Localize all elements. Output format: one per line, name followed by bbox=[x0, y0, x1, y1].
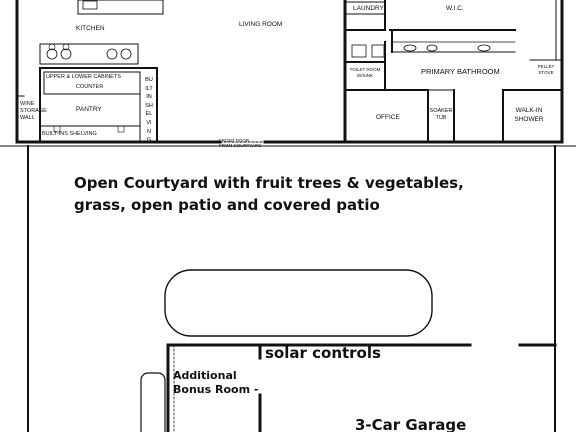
label-pellet-stove: PELLET STOVE bbox=[537, 64, 555, 75]
room-label-pantry: PANTRY bbox=[76, 106, 102, 113]
room-label-laundry: LAUNDRY bbox=[353, 5, 384, 12]
room-label-kitchen: KITCHEN bbox=[76, 25, 105, 32]
bonus-room-tub bbox=[141, 373, 165, 432]
label-built-in-shelving-vertical: BUILT IN SHELVING bbox=[145, 77, 153, 144]
patio-oval bbox=[165, 270, 432, 336]
courtyard-note-line2: grass, open patio and covered patio bbox=[74, 196, 380, 214]
room-label-office: OFFICE bbox=[376, 114, 400, 121]
room-label-primary-bathroom: PRIMARY BATHROOM bbox=[421, 67, 500, 76]
room-label-walk-in-shower: WALK-IN SHOWER bbox=[514, 107, 544, 123]
courtyard-note-line1: Open Courtyard with fruit trees & vegetables, bbox=[74, 174, 464, 192]
label-bonus-room-line1: Additional bbox=[173, 369, 237, 382]
label-bonus-room-line2: Bonus Room - bbox=[173, 383, 259, 396]
burner bbox=[61, 49, 71, 59]
label-wine-storage-wall: WINE STORAGE WALL bbox=[20, 101, 47, 121]
label-garage: 3-Car Garage bbox=[355, 416, 467, 432]
kitchen-island bbox=[78, 0, 163, 14]
kitchen-sink bbox=[83, 1, 97, 9]
label-front-door: FRONT DOOR FROM COURTYARD bbox=[219, 138, 262, 148]
label-built-ins-shelving: BUILT-INS SHELVING bbox=[42, 131, 97, 137]
room-label-toilet-room: TOILET ROOM W/SINK bbox=[349, 67, 381, 78]
room-label-living-room: LIVING ROOM bbox=[239, 21, 283, 28]
label-counter: COUNTER bbox=[76, 84, 104, 90]
label-solar-controls: solar controls bbox=[265, 344, 381, 362]
room-label-wic: W.I.C. bbox=[446, 5, 464, 12]
label-upper-lower-cabinets: UPPER & LOWER CABINETS bbox=[46, 74, 121, 80]
label-soaker-tub: SOAKER TUB bbox=[429, 108, 453, 121]
burner bbox=[47, 49, 57, 59]
toilet bbox=[352, 45, 366, 57]
